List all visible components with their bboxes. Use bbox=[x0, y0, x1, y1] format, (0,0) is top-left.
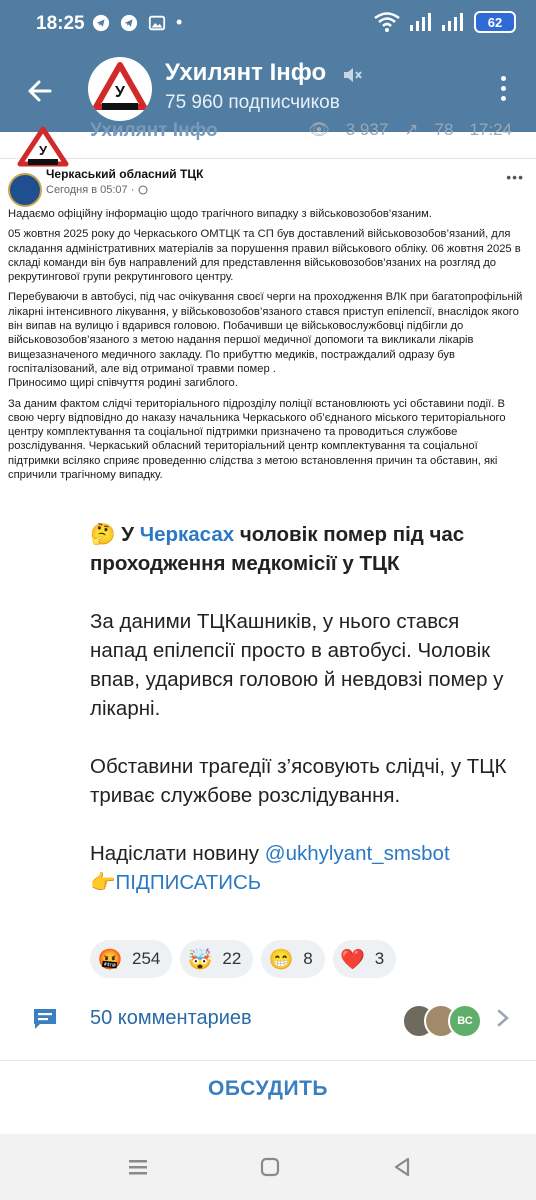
previous-post-time: 17:24 bbox=[469, 120, 512, 139]
previous-post-views: 3 937 bbox=[345, 120, 389, 139]
reaction-mind-blown[interactable] bbox=[180, 940, 253, 978]
more-notifications-icon: • bbox=[176, 12, 183, 32]
channel-logo-overlay-icon bbox=[16, 126, 70, 170]
comments-count-label[interactable]: 50 комментариев bbox=[90, 1007, 252, 1029]
post-message bbox=[90, 520, 510, 897]
mind-blown-icon: 🤯 bbox=[187, 948, 213, 971]
subscriber-count: 75 960 подписчиков bbox=[165, 92, 340, 113]
previous-post-author: Ухилянт Інфо bbox=[90, 120, 218, 141]
reaction-heart[interactable] bbox=[333, 940, 396, 978]
doc-more-icon: ••• bbox=[506, 169, 524, 185]
share-icon: ↗ bbox=[404, 120, 419, 139]
previous-post-shares: 78 bbox=[434, 120, 454, 139]
org-post-time-text: Сегодня в 05:07 · bbox=[46, 184, 135, 196]
org-name: Черкаський обласний ТЦК bbox=[46, 167, 204, 181]
svg-text:У: У bbox=[115, 84, 125, 101]
signal-icon bbox=[410, 13, 432, 31]
grin-face-icon: 😁 bbox=[268, 948, 294, 971]
subscribe-link[interactable]: ПІДПИСАТИСЬ bbox=[115, 871, 262, 894]
more-options-icon[interactable] bbox=[501, 76, 506, 101]
commenter-avatars bbox=[402, 1002, 482, 1036]
doc-paragraph: За даним фактом слідчі територіального підрозділу поліції встановлюють усі обставини події. В свою чергу відповідно до наказу начальника Черкаського об’єднаного міського територіального центру комплектування та соціальної підтримки призначено та проводиться службове розслідування. Черкаський обласний територіальний центр комплектування та соціальної підтримки всіляко сприяє проведенню слідства з метою встановлення причин та обставин, які спричили трагічному випадку. bbox=[8, 397, 506, 482]
headline-prefix: У bbox=[121, 523, 140, 546]
telegram-icon bbox=[92, 14, 110, 32]
back-icon[interactable] bbox=[391, 1156, 413, 1178]
thinking-emoji-icon: 🤔 bbox=[90, 523, 116, 546]
reaction-count: 8 bbox=[303, 949, 313, 968]
telegram-icon-2 bbox=[120, 14, 138, 32]
notification-icons bbox=[92, 12, 182, 33]
status-time: 18:25 bbox=[36, 13, 85, 34]
headline-text: чоловік помер під час проходження медкомісії у ТЦК bbox=[90, 523, 465, 575]
eye-icon: 👁 bbox=[308, 120, 330, 139]
previous-post-stats bbox=[308, 120, 512, 140]
channel-avatar[interactable] bbox=[88, 57, 152, 121]
recent-apps-icon[interactable] bbox=[127, 1156, 149, 1178]
battery-icon bbox=[474, 11, 516, 33]
post-headline bbox=[90, 520, 510, 578]
bot-username-link[interactable]: @ukhylyant_smsbot bbox=[264, 842, 450, 865]
reactions-bar bbox=[90, 940, 396, 978]
comments-row[interactable] bbox=[0, 994, 536, 1048]
channel-title[interactable]: Ухилянт Інфо bbox=[165, 59, 327, 86]
reaction-angry[interactable] bbox=[90, 940, 172, 978]
send-news-label: Надіслати новину bbox=[90, 842, 265, 865]
status-bar bbox=[0, 0, 536, 46]
angry-face-icon: 🤬 bbox=[97, 948, 123, 971]
reaction-count: 3 bbox=[374, 949, 385, 968]
commenter-avatar bbox=[448, 1004, 482, 1038]
post-paragraph-2: Обставини трагедії з’ясовують слідчі, у ТЦК триває службове розслідування. bbox=[90, 755, 507, 807]
reaction-count: 22 bbox=[222, 949, 242, 968]
post-footer bbox=[90, 839, 510, 897]
heart-icon: ❤️ bbox=[340, 948, 366, 971]
warning-sign-logo-icon bbox=[88, 57, 152, 121]
doc-paragraph: 05 жовтня 2025 року до Черкаського ОМТЦК та СП був доставлений військовозобов’язаний, для складання адміністративних матеріалів за порушення правил військового обліку. 06 жовтня 2025 в складі команди він був направлений для представлення військовозобов’язаних на розгляд до рекрутингової групи рекрутингового центру. bbox=[8, 228, 521, 284]
discuss-button[interactable]: ОБСУДИТЬ bbox=[207, 1077, 328, 1100]
battery-level: 62 bbox=[487, 14, 503, 30]
chevron-right-icon bbox=[496, 1008, 510, 1028]
city-hashtag-link[interactable]: Черкасах bbox=[139, 523, 235, 546]
system-icons bbox=[374, 11, 516, 33]
system-navigation-bar bbox=[0, 1134, 536, 1200]
svg-text:У: У bbox=[38, 143, 48, 158]
doc-paragraph: Надаємо офіційну інформацію щодо трагічного випадку з військовозобов’язаним. bbox=[8, 208, 432, 220]
divider bbox=[0, 1060, 536, 1061]
org-emblem-icon bbox=[8, 173, 42, 207]
commenter-initials: ВС bbox=[457, 1015, 473, 1027]
comments-icon bbox=[32, 1006, 58, 1032]
home-icon[interactable] bbox=[259, 1156, 281, 1178]
globe-icon bbox=[138, 185, 148, 195]
pointing-hand-icon: 👉 bbox=[90, 871, 116, 894]
org-post-time bbox=[46, 184, 148, 196]
muted-icon bbox=[341, 64, 363, 86]
reaction-count: 254 bbox=[132, 949, 161, 968]
reaction-grin[interactable] bbox=[261, 940, 324, 978]
doc-paragraph: Перебуваючи в автобусі, під час очікування своєї черги на проходження ВЛК при багатопрофільній лікарні інтенсивного лікування, у військовозобов’язаного стався приступ епілепсії, внаслідок якого він випав на вулицю і вдарився головою. Побачивши це військовослужбовці підбігли до військовозобов’язаного з метою надання першої медичної допомоги та викликали лікарів вищезазначеного медичного закладу. По прибуттю медиків, постраждалий одразу був госпіталізований, але від отриманої травми помер . Приносимо щирі співчуття родині загиблого. bbox=[8, 291, 523, 390]
signal-icon-2 bbox=[442, 13, 464, 31]
post-paragraph-1: За даними ТЦКашників, у нього стався напад епілепсії просто в автобусі. Чоловік впав, ударився головою й невдовзі помер у лікарні. bbox=[90, 610, 504, 720]
back-arrow-icon[interactable] bbox=[20, 70, 62, 112]
image-icon bbox=[148, 14, 166, 32]
wifi-icon bbox=[374, 12, 400, 32]
document-text bbox=[8, 207, 530, 488]
channel-feed[interactable] bbox=[0, 120, 536, 1134]
